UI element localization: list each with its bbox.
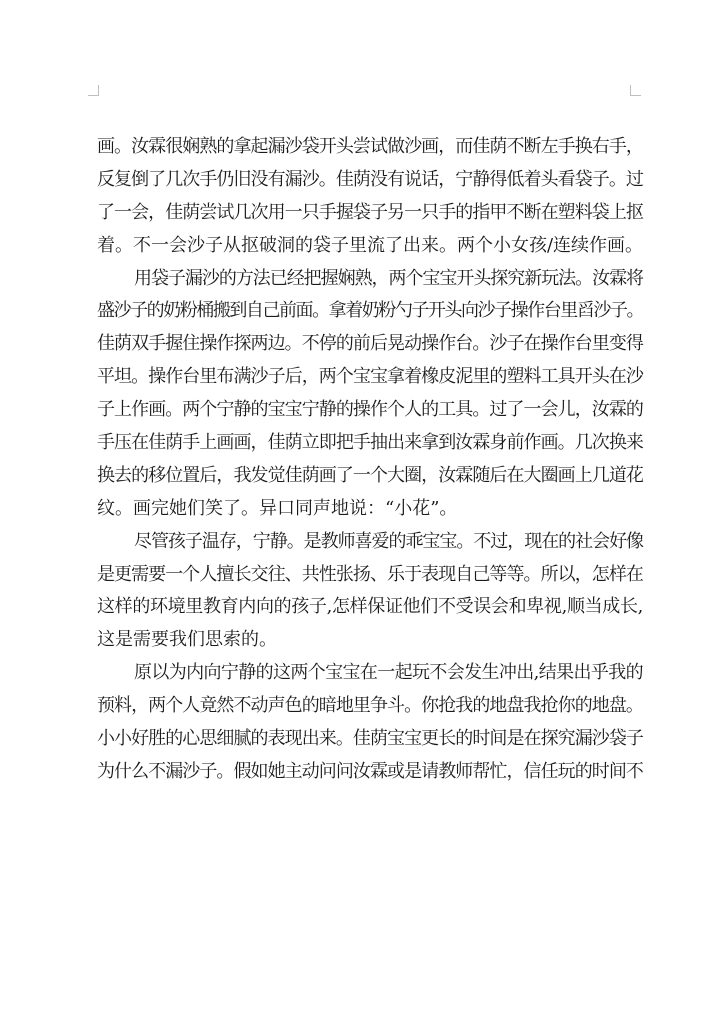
body-text bbox=[97, 131, 643, 789]
paragraph-first-line: 用袋子漏沙的方法已经把握娴熟，两个宝宝开头探究新玩法。汝霖将 bbox=[134, 267, 643, 289]
margin-corner-mark-right bbox=[630, 85, 641, 96]
paragraph-first-line: 原以为内向宁静的这两个宝宝在一起玩不会发生冲出,结果出乎我的 bbox=[134, 662, 644, 684]
text-line: 这样的环境里教育内向的孩子,怎样保证他们不受误会和卑视,顺当成长, bbox=[97, 596, 643, 618]
text-line: 着。不一会沙子从抠破洞的袋子里流了出来。两个小女孩/连续作画。 bbox=[97, 234, 643, 256]
text-line: 预料，两个人竟然不动声色的暗地里争斗。你抢我的地盘我抢你的地盘。 bbox=[97, 695, 643, 717]
text-line: 为什么不漏沙子。假如她主动问问汝霖或是请教师帮忙，信任玩的时间不 bbox=[97, 760, 643, 782]
margin-corner-mark-left bbox=[88, 85, 99, 96]
text-line: 手压在佳荫手上画画，佳荫立即把手抽出来拿到汝霖身前作画。几次换来 bbox=[97, 432, 643, 454]
text-line: 了一会，佳荫尝试几次用一只手握袋子另一只手的指甲不断在塑料袋上抠 bbox=[97, 201, 643, 223]
text-line: 盛沙子的奶粉桶搬到自己前面。拿着奶粉勺子开头向沙子操作台里舀沙子。 bbox=[97, 300, 643, 322]
text-line: 反复倒了几次手仍旧没有漏沙。佳荫没有说话，宁静得低着头看袋子。过 bbox=[97, 168, 643, 190]
text-line: 是更需要一个人擅长交往、共性张扬、乐于表现自己等等。所以，怎样在 bbox=[97, 563, 643, 585]
paragraph-first-line: 尽管孩子温存，宁静。是教师喜爱的乖宝宝。不过，现在的社会好像 bbox=[134, 530, 643, 552]
text-line: 纹。画完她们笑了。异口同声地说：“小花”。 bbox=[97, 497, 458, 519]
text-line: 换去的移位置后，我发觉佳荫画了一个大圈，汝霖随后在大圈画上几道花 bbox=[97, 464, 643, 486]
text-line: 这是需要我们思索的。 bbox=[97, 629, 277, 651]
text-line: 画。汝霖很娴熟的拿起漏沙袋开头尝试做沙画，而佳荫不断左手换右手， bbox=[97, 136, 643, 157]
text-line: 佳荫双手握住操作探两边。不停的前后晃动操作台。沙子在操作台里变得 bbox=[97, 333, 643, 355]
text-line: 平坦。操作台里布满沙子后，两个宝宝拿着橡皮泥里的塑料工具开头在沙 bbox=[97, 366, 643, 388]
text-line: 子上作画。两个宁静的宝宝宁静的操作个人的工具。过了一会儿，汝霖的 bbox=[97, 399, 643, 421]
text-line: 小小好胜的心思细腻的表现出来。佳荫宝宝更长的时间是在探究漏沙袋子 bbox=[97, 728, 643, 750]
